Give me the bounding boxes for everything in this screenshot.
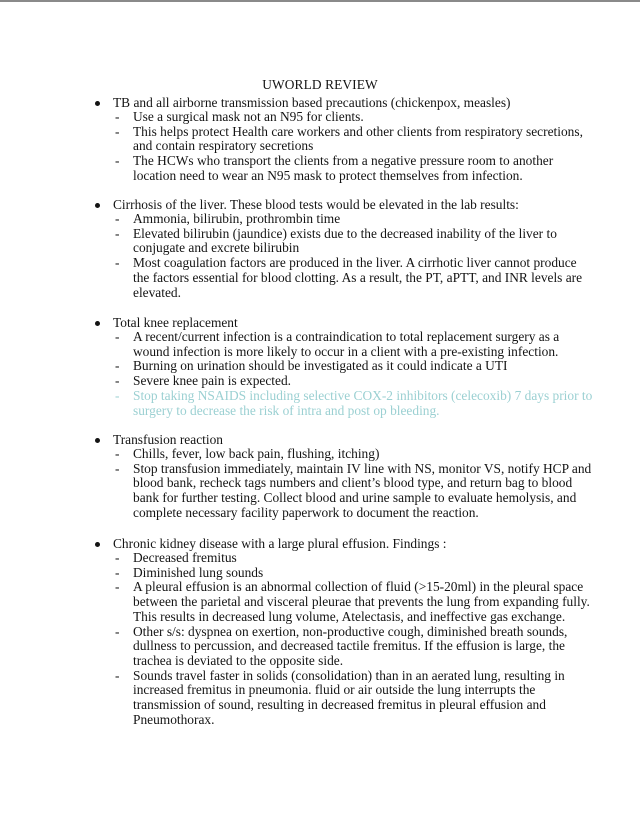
list-item-text [133, 212, 583, 227]
text-line: This results in decreased lung volume, Atelectasis, and ineffective gas exchange. [133, 608, 566, 624]
section-knee-replacement [0, 315, 640, 418]
section-heading-row [0, 536, 640, 551]
dash-bullet-icon: - [115, 667, 120, 683]
section-chronic-kidney-disease [0, 536, 640, 727]
dash-bullet-icon: - [115, 550, 120, 565]
text-line: Stop taking NSAIDS including selective COX-2 inhibitors (celecoxib) 7 days prior to [133, 387, 593, 403]
list-item-text [133, 387, 593, 418]
text-line: Sounds travel faster in solids (consolidation) than in an aerated lung, resulting in [133, 667, 565, 683]
bullet-icon [95, 101, 100, 106]
dash-bullet-icon: - [115, 387, 120, 403]
page-top-border [0, 0, 640, 2]
text-line: A recent/current infection is a contraindication to total replacement surgery as a [133, 329, 560, 344]
text-line: This helps protect Health care workers and other clients from respiratory secretions, [133, 123, 583, 139]
list-item [0, 625, 640, 669]
dash-bullet-icon: - [115, 153, 120, 169]
text-line: Diminished lung sounds [133, 564, 264, 580]
text-line: location need to wear an N95 mask to protect themselves from infection. [133, 167, 523, 183]
bullet-icon [95, 542, 100, 547]
text-line: Elevated bilirubin (jaundice) exists due to the decreased inability of the liver to [133, 225, 557, 241]
bullet-icon [95, 321, 100, 326]
dash-bullet-icon: - [115, 623, 120, 639]
document-title: UWORLD REVIEW [262, 77, 378, 92]
section-heading: Total knee replacement [113, 315, 238, 330]
list-item-text [133, 359, 583, 374]
section-heading: TB and all airborne transmission based precautions (chickenpox, measles) [113, 95, 511, 110]
list-item-text [133, 110, 583, 125]
list-item [0, 227, 640, 256]
dash-bullet-icon: - [115, 564, 120, 580]
section-heading: Cirrhosis of the liver. These blood tests would be elevated in the lab results: [113, 197, 519, 212]
text-line: Ammonia, bilirubin, prothrombin time [133, 211, 341, 226]
section-heading: Transfusion reaction [113, 432, 223, 447]
section-tb-precautions [0, 95, 640, 184]
text-line: dullness to percussion, and decreased tactile fremitus. If the effusion is large, the [133, 638, 565, 654]
dash-bullet-icon: - [115, 255, 120, 271]
list-item [0, 330, 640, 359]
list-item [0, 566, 640, 581]
section-cirrhosis [0, 197, 640, 300]
text-line: between the parietal and visceral pleurae that prevents the lung from expanding fully. [133, 594, 590, 610]
list-item-faded [0, 389, 640, 418]
text-line: bank for further testing. Collect blood and urine sample to evaluate hemolysis, and [133, 490, 577, 506]
text-line: trachea is deviated to the opposite side. [133, 652, 344, 668]
bullet-icon [95, 438, 100, 443]
text-line: blood bank, recheck tags numbers and client’s blood type, and return bag to blood [133, 475, 573, 491]
list-item [0, 551, 640, 566]
text-line: Stop transfusion immediately, maintain IV line with NS, monitor VS, notify HCP and [133, 460, 592, 476]
section-heading: Chronic kidney disease with a large plural effusion. Findings : [113, 536, 447, 551]
list-item [0, 154, 640, 183]
list-item-text [133, 447, 583, 462]
dash-bullet-icon: - [115, 460, 120, 476]
text-line: Severe knee pain is expected. [133, 373, 292, 389]
text-line: Burning on urination should be investigated as it could indicate a UTI [133, 358, 508, 374]
dash-bullet-icon: - [115, 579, 120, 595]
text-line: Chills, fever, low back pain, flushing, itching) [133, 446, 380, 461]
dash-bullet-icon: - [115, 358, 120, 374]
text-line: wound infection is more likely to occur in a client with a pre-existing infection. [133, 343, 559, 359]
list-item-text [133, 374, 583, 389]
text-line: surgery to decrease the risk of intra and post op bleeding. [133, 402, 440, 418]
list-item-text [133, 579, 590, 624]
list-item [0, 359, 640, 374]
text-line: and contain respiratory secretions [133, 138, 314, 154]
list-item [0, 580, 640, 624]
section-heading-row [0, 432, 640, 447]
text-line: transmission of sound, resulting in decreased fremitus in pleural effusion and [133, 697, 546, 713]
list-item-text [133, 330, 583, 359]
dash-bullet-icon: - [115, 373, 120, 389]
list-item [0, 669, 640, 728]
list-item-text [133, 227, 583, 256]
list-item-text [133, 566, 583, 581]
dash-bullet-icon: - [115, 123, 120, 139]
text-line: A pleural effusion is an abnormal collection of fluid (>15-20ml) in the pleural space [133, 579, 584, 595]
bullet-icon [95, 203, 100, 208]
text-line: increased fremitus in pneumonia. fluid or air outside the lung interrupts the [133, 682, 536, 698]
text-line: complete necessary facility paperwork to document the reaction. [133, 504, 479, 520]
section-transfusion-reaction [0, 432, 640, 521]
list-item [0, 462, 640, 521]
list-item-text [133, 125, 583, 154]
text-line: elevated. [133, 284, 181, 300]
dash-bullet-icon: - [115, 211, 120, 226]
section-heading-row [0, 315, 640, 330]
list-item [0, 374, 640, 389]
list-item [0, 447, 640, 462]
list-item [0, 212, 640, 227]
text-line: conjugate and excrete bilirubin [133, 240, 300, 256]
dash-bullet-icon: - [115, 329, 120, 344]
text-line: Most coagulation factors are produced in the liver. A cirrhotic liver cannot produce [133, 255, 577, 271]
list-item [0, 110, 640, 125]
text-line: The HCWs who transport the clients from a negative pressure room to another [133, 153, 554, 169]
list-item [0, 256, 640, 300]
text-line: the factors essential for blood clotting. As a result, the PT, aPTT, and INR levels are [133, 269, 583, 285]
list-item-text [133, 460, 592, 521]
list-item-text [133, 551, 583, 566]
list-item-text [133, 256, 583, 300]
section-heading-row [0, 95, 640, 110]
section-heading-row [0, 197, 640, 212]
dash-bullet-icon: - [115, 225, 120, 241]
list-item-text [133, 625, 583, 669]
text-line: Decreased fremitus [133, 550, 237, 565]
dash-bullet-icon: - [115, 446, 120, 461]
list-item-text [133, 669, 583, 728]
text-line: Pneumothorax. [133, 711, 215, 727]
list-item-text [133, 154, 583, 183]
list-item [0, 125, 640, 154]
text-line: Other s/s: dyspnea on exertion, non-productive cough, diminished breath sounds, [133, 623, 568, 639]
dash-bullet-icon: - [115, 109, 120, 124]
text-line: Use a surgical mask not an N95 for clients. [133, 109, 364, 124]
